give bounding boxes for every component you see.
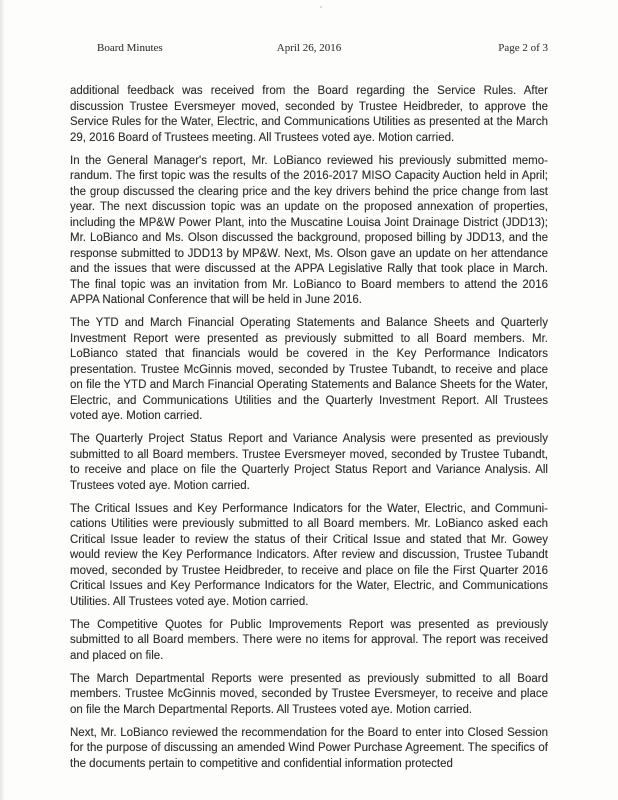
document-body bbox=[70, 84, 548, 780]
paragraph-general-manager-report: In the General Manager's report, Mr. LoBianco reviewed his previously submitted memorandum. The first topic was the results of the 2016-2017 MISO Capacity Auction held in April; the group discussed the clearing price and the key drivers behind the price change from last year. The next discussion topic was an update on the proposed annexation of properties, including the MP&W Power Plant, into the Muscatine Louisa Joint Drainage District (JDD13); Mr. LoBianco and Ms. Olson discussed the background, proposed billing by JDD13, and the response submitted to JDD13 by MP&W. Next, Ms. Olson gave an update on her attendance and the issues that were discussed at the APPA Legislative Rally that took place in March. The final topic was an invitation from Mr. LoBianco to Board members to attend the 2016 APPA National Conference that will be held in June 2016. bbox=[70, 154, 548, 306]
page-header bbox=[70, 42, 548, 54]
paragraph-financial-statements: The YTD and March Financial Operating Statements and Balance Sheets and Quarterly Investment Report were presented as previously submitted to all Board members. Mr. LoBianco stated that financials would be covered in the Key Performance Indicators presentation. Trustee McGinnis moved, seconded by Trustee Tubandt, to receive and place on file the YTD and March Financial Operating Statements and Balance Sheets for the Water, Electric, and Communications Utilities and the Quarterly Investment Report. All Trustees voted aye. Motion carried. bbox=[70, 317, 548, 422]
document-date: April 26, 2016 bbox=[276, 42, 342, 54]
scan-speck-artifact bbox=[320, 6, 322, 8]
paragraph-service-rules: additional feedback was received from the Board regarding the Service Rules. After discussion Trustee Eversmeyer moved, seconded by Trustee Heidbreder, to approve the Service Rules for the Water, Electric, and Communications Utilities as presented at the March 29, 2016 Board of Trustees meeting. All Trustees voted aye. Motion carried. bbox=[70, 85, 548, 144]
paragraph-closed-session: Next, Mr. LoBianco reviewed the recommendation for the Board to enter into Closed Session for the purpose of discussing an amended Wind Power Purchase Agreement. The specifics of the documents pertain to competitive and confidential information protected bbox=[70, 726, 548, 770]
paragraph-project-status-report: The Quarterly Project Status Report and Variance Analysis were presented as previously submitted to all Board members. Trustee Eversmeyer moved, seconded by Trustee Tubandt, to receive and place on file the Quarterly Project Status Report and Variance Analysis. All Trustees voted aye. Motion carried. bbox=[70, 433, 548, 492]
paragraph-departmental-reports: The March Departmental Reports were presented as previously submitted to all Board members. Trustee McGinnis moved, seconded by Trustee Eversmeyer, to receive and place on file the March Departmental Reports. All Trustees voted aye. Motion carried. bbox=[70, 672, 548, 716]
paragraph-competitive-quotes: The Competitive Quotes for Public Improvements Report was presented as previously submitted to all Board members. There were no items for approval. The report was received and placed on file. bbox=[70, 618, 548, 662]
scan-edge-artifact bbox=[0, 0, 5, 800]
page-number: Page 2 of 3 bbox=[498, 42, 548, 54]
paragraph-critical-issues-kpi: The Critical Issues and Key Performance Indicators for the Water, Electric, and Communications Utilities were previously submitted to all Board members. Mr. LoBianco asked each Critical Issue leader to review the status of their Critical Issue and stated that Mr. Gowey would review the Key Performance Indicators. After review and discussion, Trustee Tubandt moved, seconded by Trustee Heidbreder, to receive and place on file the First Quarter 2016 Critical Issues and Key Performance Indicators for the Water, Electric, and Communications Utilities. All Trustees voted aye. Motion carried. bbox=[70, 502, 548, 608]
document-title: Board Minutes bbox=[97, 42, 163, 54]
